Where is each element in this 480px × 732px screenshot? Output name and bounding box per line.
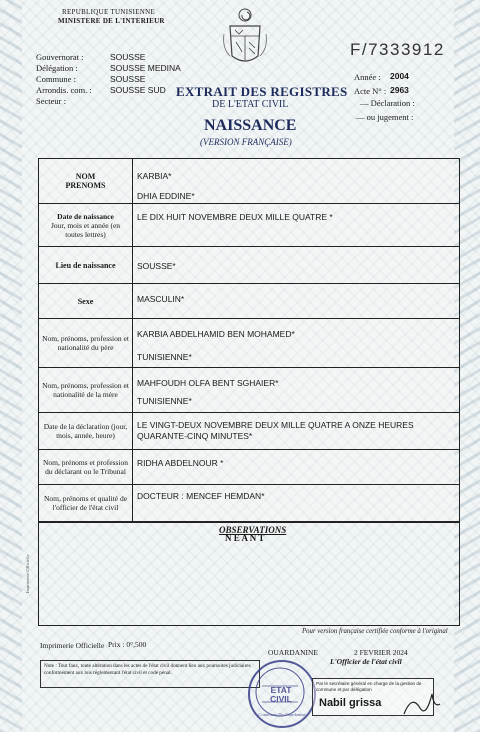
acte-value: 2963 bbox=[390, 85, 409, 95]
declarant-value: RIDHA ABDELNOUR * bbox=[137, 458, 224, 468]
admin-labels bbox=[36, 52, 108, 107]
signature-name: Nabil grissa bbox=[319, 697, 382, 709]
officier-label: Nom, prénoms et qualité de l'officier de l'état civil bbox=[39, 485, 133, 521]
mere-nationalite-value: TUNISIENNE* bbox=[137, 396, 192, 406]
officier-value: DOCTEUR : MENCEF HEMDAN* bbox=[137, 491, 265, 501]
arrond-label: Arrondis. com. : bbox=[36, 85, 92, 95]
certif-text: Pour version française certifiée conforme à l'original bbox=[302, 628, 448, 635]
mere-label: Nom, prénoms, profession et nationalité de la mère bbox=[39, 368, 133, 412]
signature-box-text: Par le secrétaire général en charge de la gestion de commune et par délégation bbox=[316, 681, 422, 692]
observations-box bbox=[25, 522, 460, 626]
sexe-value: MASCULIN* bbox=[137, 294, 185, 304]
secteur-label: Secteur : bbox=[36, 96, 66, 106]
date-text: 2 FEVRIER 2024 bbox=[354, 648, 408, 657]
imprimerie-text: Imprimerie Officielle bbox=[40, 641, 105, 650]
prix-text: Prix : 0°,500 bbox=[108, 640, 147, 649]
date-naissance-title: Date de naissance bbox=[57, 211, 114, 221]
sexe-label: Sexe bbox=[39, 284, 133, 318]
date-naissance-value: LE DIX HUIT NOVEMBRE DEUX MILLE QUATRE * bbox=[137, 212, 333, 222]
etat-civil-stamp bbox=[248, 660, 316, 728]
annee-value: 2004 bbox=[390, 71, 409, 81]
tunisia-emblem-icon bbox=[222, 4, 268, 70]
gouvernorat-value: SOUSSE bbox=[110, 52, 146, 62]
commune-label: Commune : bbox=[36, 74, 76, 84]
observations-title: OBSERVATIONS bbox=[219, 525, 287, 535]
mere-nom-value: MAHFOUDH OLFA BENT SGHAIER* bbox=[137, 378, 279, 388]
declaration-label: — Déclaration : bbox=[360, 98, 415, 108]
pere-label: Nom, prénoms, profession et nationalité du père bbox=[39, 319, 133, 367]
date-naissance-label bbox=[39, 204, 133, 246]
prenoms-value: DHIA EDDINE* bbox=[137, 191, 195, 201]
nom-label: NOM bbox=[75, 172, 96, 181]
signature-scribble-icon bbox=[402, 688, 442, 720]
commune-value: SOUSSE bbox=[110, 74, 146, 84]
nom-prenoms-label bbox=[39, 159, 133, 203]
stamp-text: ETAT CIVIL bbox=[270, 685, 292, 704]
nom-value: KARBIA* bbox=[137, 171, 172, 181]
republic-label: REPUBLIQUE TUNISIENNE bbox=[62, 8, 156, 16]
prenoms-label: PRENOMS bbox=[65, 181, 106, 190]
stamp-ring-text: Commune De Ouardanine bbox=[258, 712, 306, 717]
side-print-text: Imprimerie Officielle bbox=[25, 554, 30, 593]
row-sexe bbox=[38, 283, 460, 319]
row-lieu-naissance bbox=[38, 246, 460, 284]
version-francaise: (VERSION FRANÇAISE) bbox=[200, 137, 292, 147]
row-declarant bbox=[38, 449, 460, 485]
acte-label: Acte N° : bbox=[354, 86, 387, 96]
lieu-naissance-label: Lieu de naissance bbox=[39, 247, 133, 283]
row-nom-prenoms bbox=[38, 158, 460, 204]
declarant-label: Nom, prénoms et profession du déclarant ou le Tribunal bbox=[39, 450, 133, 484]
row-officier bbox=[38, 484, 460, 522]
declaration-value: LE VINGT-DEUX NOVEMBRE DEUX MILLE QUATRE A ONZE HEURES QUARANTE-CINQ MINUTES* bbox=[137, 420, 414, 441]
row-pere bbox=[38, 318, 460, 368]
row-date-naissance bbox=[38, 203, 460, 247]
lieu-naissance-value: SOUSSE* bbox=[137, 261, 176, 271]
pere-nom-value: KARBIA ABDELHAMID BEN MOHAMED* bbox=[137, 329, 295, 339]
annee-label: Année : bbox=[354, 72, 381, 82]
security-border-left bbox=[0, 0, 22, 732]
legal-note: Note : Tout faux, toute altération dans les actes de l'état civil donnent lieu aux poursuites judiciaires conformément aux lois réglementant l'état civil et code pénal. bbox=[40, 660, 260, 688]
acte-reference-number: F/7333912 bbox=[350, 40, 445, 59]
declaration-date-label: Date de la déclaration (jour, mois, année, heure) bbox=[39, 413, 133, 449]
row-declaration bbox=[38, 412, 460, 450]
delegation-value: SOUSSE MEDINA bbox=[110, 63, 181, 73]
row-mere bbox=[38, 367, 460, 413]
observations-value: N E A N T bbox=[225, 533, 265, 543]
date-naissance-subtitle: Jour, mois et année (en toutes lettres) bbox=[50, 220, 121, 239]
etat-civil-subtitle: DE L'ETAT CIVIL bbox=[212, 99, 289, 110]
gouvernorat-label: Gouvernorat : bbox=[36, 52, 84, 62]
officier-sign-label: L'Officier de l'état civil bbox=[330, 657, 402, 666]
delegation-label: Délégation : bbox=[36, 63, 78, 73]
jugement-label: — ou jugement : bbox=[356, 112, 414, 122]
pere-nationalite-value: TUNISIENNE* bbox=[137, 352, 192, 362]
arrond-value: SOUSSE SUD bbox=[110, 85, 166, 95]
ministry-label: MINISTERE DE L'INTERIEUR bbox=[58, 17, 165, 25]
lieu-text: OUARDANINE bbox=[268, 648, 318, 657]
naissance-title: NAISSANCE bbox=[204, 117, 297, 134]
extrait-title: EXTRAIT DES REGISTRES bbox=[176, 84, 348, 99]
